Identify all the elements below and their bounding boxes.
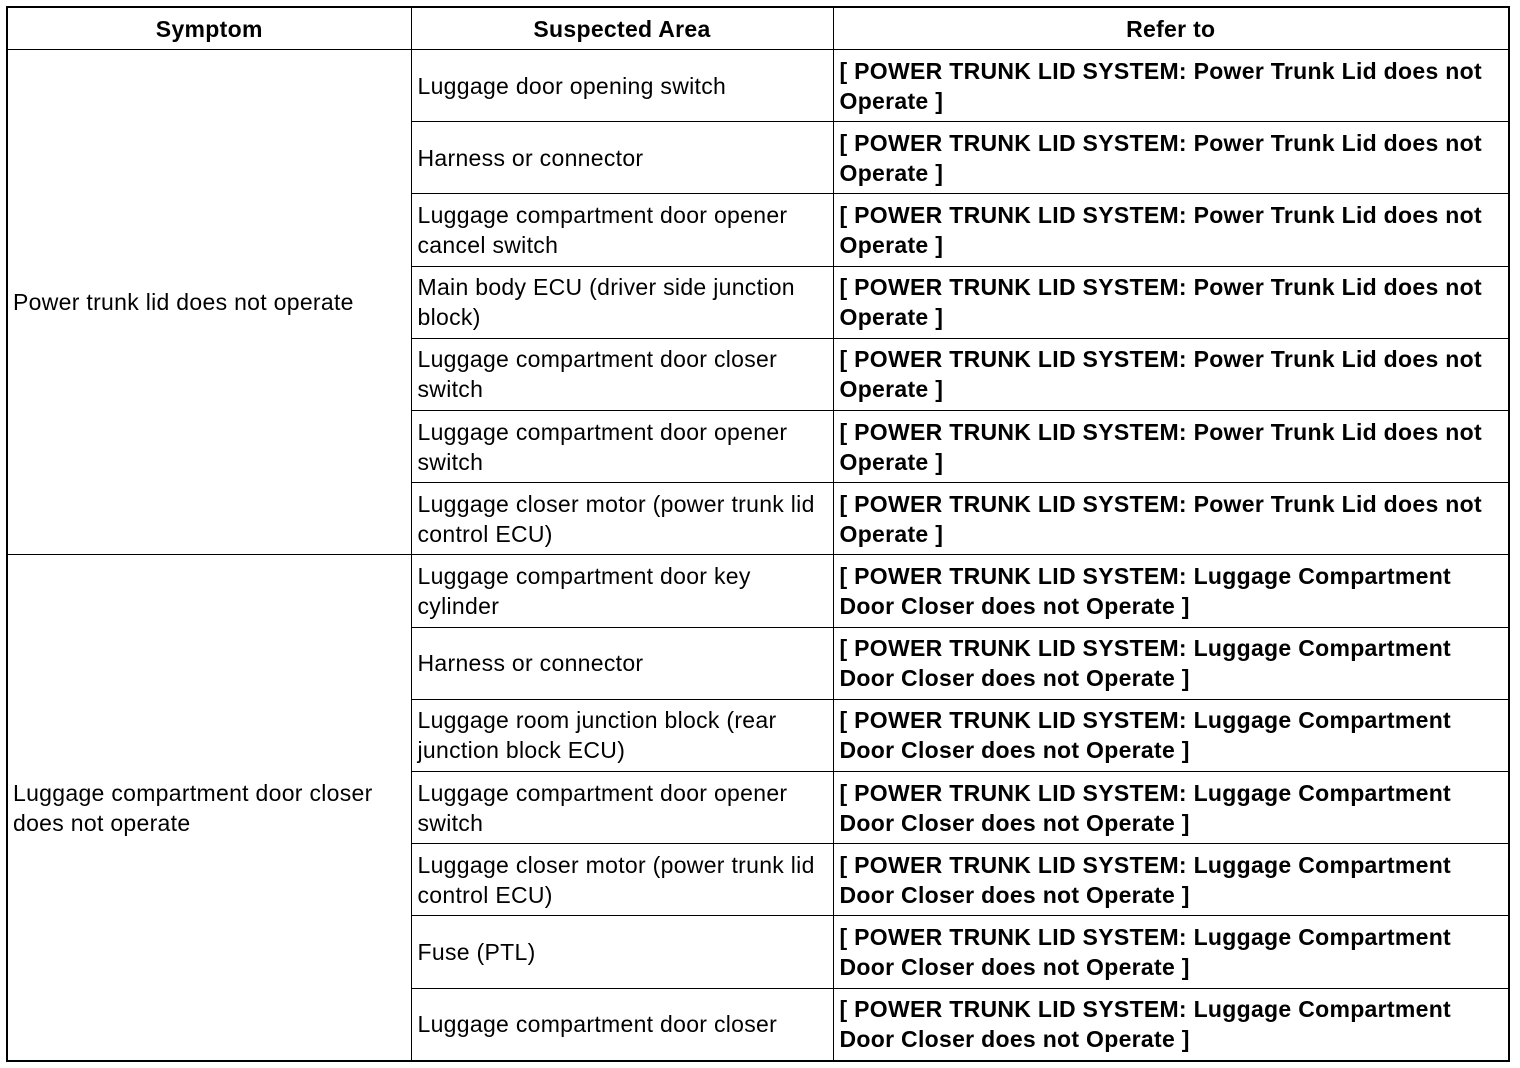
suspected-area-cell: Luggage compartment door closer [411, 988, 833, 1061]
symptom-cell: Luggage compartment door closer does not operate [7, 555, 411, 1061]
suspected-area-cell: Main body ECU (driver side junction block) [411, 266, 833, 338]
refer-to-link[interactable]: [ POWER TRUNK LID SYSTEM: Power Trunk Lid does not Operate ] [833, 483, 1509, 555]
refer-to-link[interactable]: [ POWER TRUNK LID SYSTEM: Power Trunk Lid does not Operate ] [833, 194, 1509, 266]
table-row [7, 555, 1509, 627]
header-refer-to: Refer to [833, 7, 1509, 50]
refer-to-link[interactable]: [ POWER TRUNK LID SYSTEM: Luggage Compartment Door Closer does not Operate ] [833, 627, 1509, 699]
table-header-row [7, 7, 1509, 50]
refer-to-link[interactable]: [ POWER TRUNK LID SYSTEM: Power Trunk Lid does not Operate ] [833, 338, 1509, 410]
document-page [6, 6, 1508, 1062]
suspected-area-cell: Harness or connector [411, 627, 833, 699]
refer-to-link[interactable]: [ POWER TRUNK LID SYSTEM: Luggage Compartment Door Closer does not Operate ] [833, 555, 1509, 627]
suspected-area-cell: Luggage compartment door closer switch [411, 338, 833, 410]
suspected-area-cell: Fuse (PTL) [411, 916, 833, 988]
refer-to-link[interactable]: [ POWER TRUNK LID SYSTEM: Luggage Compartment Door Closer does not Operate ] [833, 772, 1509, 844]
suspected-area-cell: Luggage compartment door key cylinder [411, 555, 833, 627]
suspected-area-cell: Luggage door opening switch [411, 50, 833, 122]
suspected-area-cell: Luggage compartment door opener switch [411, 411, 833, 483]
troubleshooting-table [6, 6, 1510, 1062]
refer-to-link[interactable]: [ POWER TRUNK LID SYSTEM: Power Trunk Lid does not Operate ] [833, 266, 1509, 338]
header-suspected-area: Suspected Area [411, 7, 833, 50]
suspected-area-cell: Luggage room junction block (rear junction block ECU) [411, 699, 833, 771]
refer-to-link[interactable]: [ POWER TRUNK LID SYSTEM: Power Trunk Lid does not Operate ] [833, 411, 1509, 483]
suspected-area-cell: Luggage closer motor (power trunk lid control ECU) [411, 483, 833, 555]
table-row [7, 50, 1509, 122]
suspected-area-cell: Luggage compartment door opener switch [411, 772, 833, 844]
refer-to-link[interactable]: [ POWER TRUNK LID SYSTEM: Luggage Compartment Door Closer does not Operate ] [833, 844, 1509, 916]
header-symptom: Symptom [7, 7, 411, 50]
refer-to-link[interactable]: [ POWER TRUNK LID SYSTEM: Luggage Compartment Door Closer does not Operate ] [833, 988, 1509, 1061]
suspected-area-cell: Harness or connector [411, 122, 833, 194]
suspected-area-cell: Luggage compartment door opener cancel switch [411, 194, 833, 266]
symptom-cell: Power trunk lid does not operate [7, 50, 411, 555]
refer-to-link[interactable]: [ POWER TRUNK LID SYSTEM: Luggage Compartment Door Closer does not Operate ] [833, 699, 1509, 771]
refer-to-link[interactable]: [ POWER TRUNK LID SYSTEM: Power Trunk Lid does not Operate ] [833, 50, 1509, 122]
refer-to-link[interactable]: [ POWER TRUNK LID SYSTEM: Luggage Compartment Door Closer does not Operate ] [833, 916, 1509, 988]
suspected-area-cell: Luggage closer motor (power trunk lid control ECU) [411, 844, 833, 916]
refer-to-link[interactable]: [ POWER TRUNK LID SYSTEM: Power Trunk Lid does not Operate ] [833, 122, 1509, 194]
